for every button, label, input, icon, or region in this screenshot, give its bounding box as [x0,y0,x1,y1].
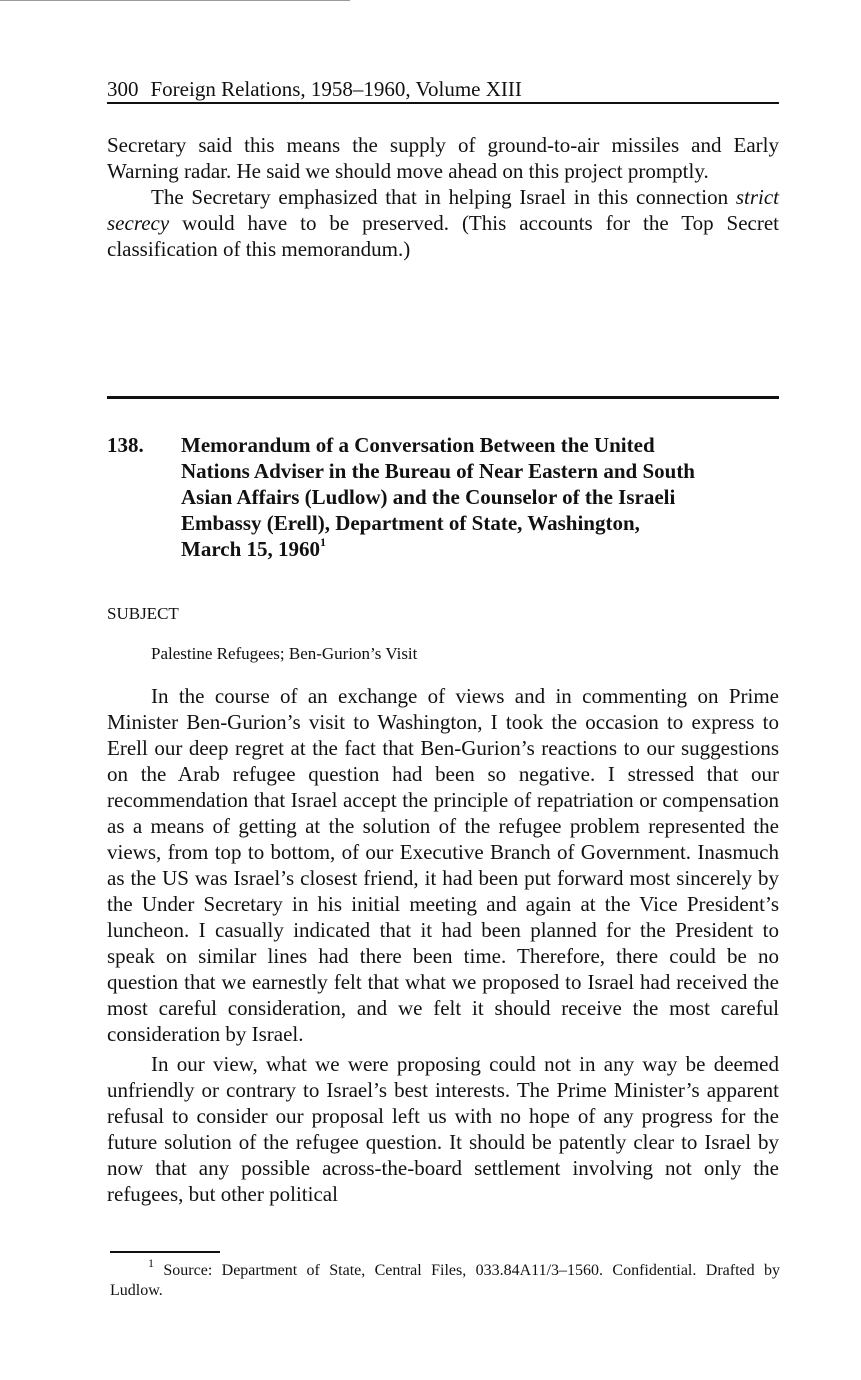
title-line-4: Embassy (Erell), Department of State, Washington, [181,511,640,535]
continuation-p2-before: The Secretary emphasized that in helping Israel in this connection [151,185,736,209]
footnote-reference: 1 [320,535,327,549]
scan-edge-rule [0,0,350,1]
title-line-3: Asian Affairs (Ludlow) and the Counselor of the Israeli [181,485,676,509]
title-date: March 15, 1960 [181,537,321,561]
title-line-2: Nations Adviser in the Bureau of Near Eastern and South [181,459,695,483]
page-number: 300 [107,77,139,101]
volume-title: Foreign Relations, 1958–1960, Volume XIII [150,77,522,101]
footnote-rule [110,1251,220,1253]
continuation-p2-italic: strict secrecy [107,185,779,235]
continuation-text [107,132,779,262]
continuation-paragraph-1: Secretary said this means the supply of ground-to-air missiles and Early Warning radar. He said we should move ahead on this project promptly. [107,133,779,183]
body-paragraph-1: In the course of an exchange of views and in commenting on Prime Minister Ben-Gurion’s visit to Washington, I took the occasion to express to Erell our deep regret at the fact that Ben-Gurion’s reactions to our suggestions on the Arab refugee question had been so negative. I stressed that our recommendation that Israel accept the principle of repatriation or compensation as a means of getting at the solution of the refugee problem represented the views, from top to bottom, of our Executive Branch of Government. Inasmuch as the US was Israel’s closest friend, it had been put forward most sincerely by the Under Secretary in his initial meeting and again at the Vice President’s luncheon. I casually indicated that it had been planned for the President to speak on similar lines had there been time. Therefore, there could be no question that we earnestly felt that what we proposed to Israel had received the most careful consideration, and we felt it should receive the most careful consideration by Israel. [107,684,779,1046]
document-title [181,432,781,562]
running-head [107,76,779,102]
document-number: 138. [107,433,144,457]
continuation-p2-after: would have to be preserved. (This accounts for the Top Secret classification of this memorandum.) [107,211,779,261]
title-line-1: Memorandum of a Conversation Between the United [181,433,655,457]
subject-text: Palestine Refugees; Ben-Gurion’s Visit [151,644,418,663]
body-paragraph-2: In our view, what we were proposing could not in any way be deemed unfriendly or contrary to Israel’s best interests. The Prime Minister’s apparent refusal to consider our proposal left us with no hope of any progress for the future solution of the refugee question. It should be patently clear to Israel by now that any possible across-the-board settlement involving not only the refugees, but other political [107,1052,779,1206]
running-head-rule [107,102,779,104]
title-line-5 [181,536,781,562]
footnote [110,1255,781,1301]
memorandum-body [107,683,779,1207]
section-divider [107,396,779,399]
subject-label: SUBJECT [107,604,179,623]
continuation-paragraph-2 [107,184,779,262]
footnote-text: Source: Department of State, Central Files, 033.84A11/3–1560. Confidential. Drafted by Ludlow. [110,1262,781,1299]
footnote-marker: 1 [148,1255,154,1270]
